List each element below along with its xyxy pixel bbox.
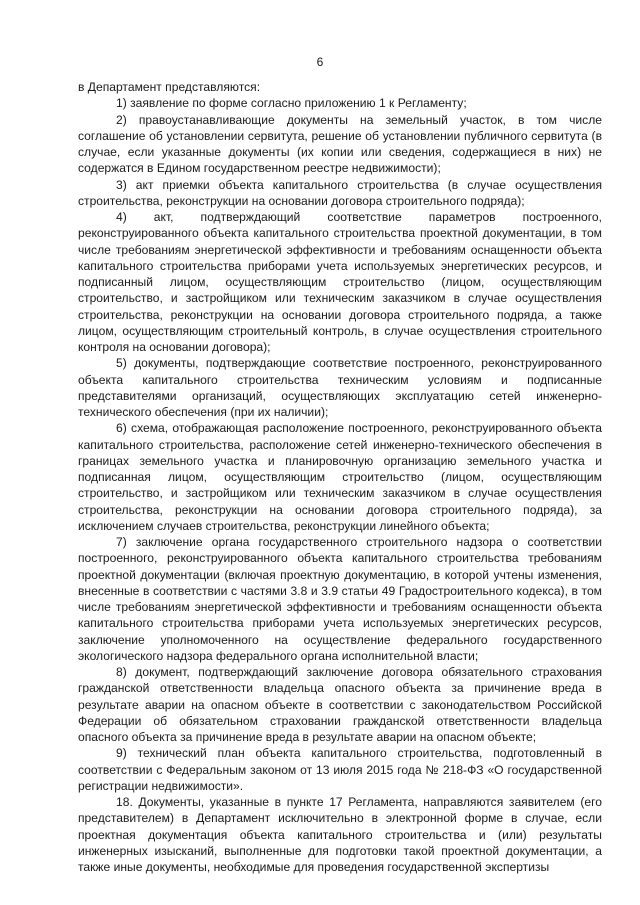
page-number: 6	[316, 55, 324, 69]
list-item-1: 1) заявление по форме согласно приложению 1 к Регламенту;	[116, 96, 467, 111]
list-item-6: 6) схема, отображающая расположение построенного, реконструированного объекта капитального строительства, расположение сетей инженерно-технического обеспечения в границах земельного участка и планировочную организацию земельного участка и подписанная лицом, осуществляющим строительство (лицом, осуществляющим строительство, и застройщиком или техническим заказчиком в случае осуществления строительства, реконструкции на основании договора строительного подряда), за исключением случаев строительства, реконструкции линейного объекта;	[78, 421, 602, 533]
document-body	[78, 79, 602, 875]
list-item-9: 9) технический план объекта капитального строительства, подготовленный в соответствии с Федеральным законом от 13 июля 2015 года № 218-ФЗ «О государственной регистрации недвижимости».	[78, 746, 602, 793]
list-item-2: 2) правоустанавливающие документы на земельный участок, в том числе соглашение об установлении сервитута, решение об установлении публичного сервитута (в случае, если указанные документы (их копии или сведения, содержащиеся в них) не содержатся в Едином государственном реестре недвижимости);	[78, 112, 602, 176]
intro-line: в Департамент представляются:	[78, 80, 261, 94]
list-item-7: 7) заключение органа государственного строительного надзора о соответствии построенного, реконструированного объекта капитального строительства требованиям проектной документации (включая проектную документацию, в которой учтены изменения, внесенные в соответствии с частями 3.8 и 3.9 статьи 49 Градостроительного кодекса), в том числе требованиям энергетической эффективности и требованиям оснащенности объекта капитального строительства приборами учета используемых энергетических ресурсов, заключение уполномоченного на осуществление федерального государственного экологического надзора федерального органа исполнительной власти;	[78, 535, 602, 663]
section-18-paragraph: 18. Документы, указанные в пункте 17 Регламента, направляются заявителем (его представителем) в Департамент исключительно в электронной форме в случае, если проектная документация объекта капитального строительства и (или) результаты инженерных изысканий, выполненные для подготовки такой проектной документации, а также иные документы, необходимые для проведения государственной экспертизы	[78, 795, 602, 874]
list-item-3: 3) акт приемки объекта капитального строительства (в случае осуществления строительства, реконструкции на основании договора строительного подряда);	[78, 177, 602, 208]
list-item-5: 5) документы, подтверждающие соответствие построенного, реконструированного объекта капитального строительства техническим условиям и подписанные представителями организаций, осуществляющих эксплуатацию сетей инженерно-технического обеспечения (при их наличии);	[78, 356, 602, 419]
list-item-4: 4) акт, подтверждающий соответствие параметров построенного, реконструированного объекта капитального строительства проектной документации, в том числе требованиям энергетической эффективности и требованиям оснащенности объекта капитального строительства приборами учета используемых энергетических ресурсов, и подписанный лицом, осуществляющим строительство (лицом, осуществляющим строительство, и застройщиком или техническим заказчиком в случае осуществления строительства, реконструкции на основании договора строительного подряда, а также лицом, осуществляющим строительный контроль, в случае осуществления строительного контроля на основании договора);	[78, 210, 602, 354]
list-item-8: 8) документ, подтверждающий заключение договора обязательного страхования гражданской ответственности владельца опасного объекта за причинение вреда в результате аварии на опасном объекте в соответствии с законодательством Российской Федерации об обязательном страховании гражданской ответственности владельца опасного объекта за причинение вреда в результате аварии на опасном объекте;	[78, 665, 602, 744]
